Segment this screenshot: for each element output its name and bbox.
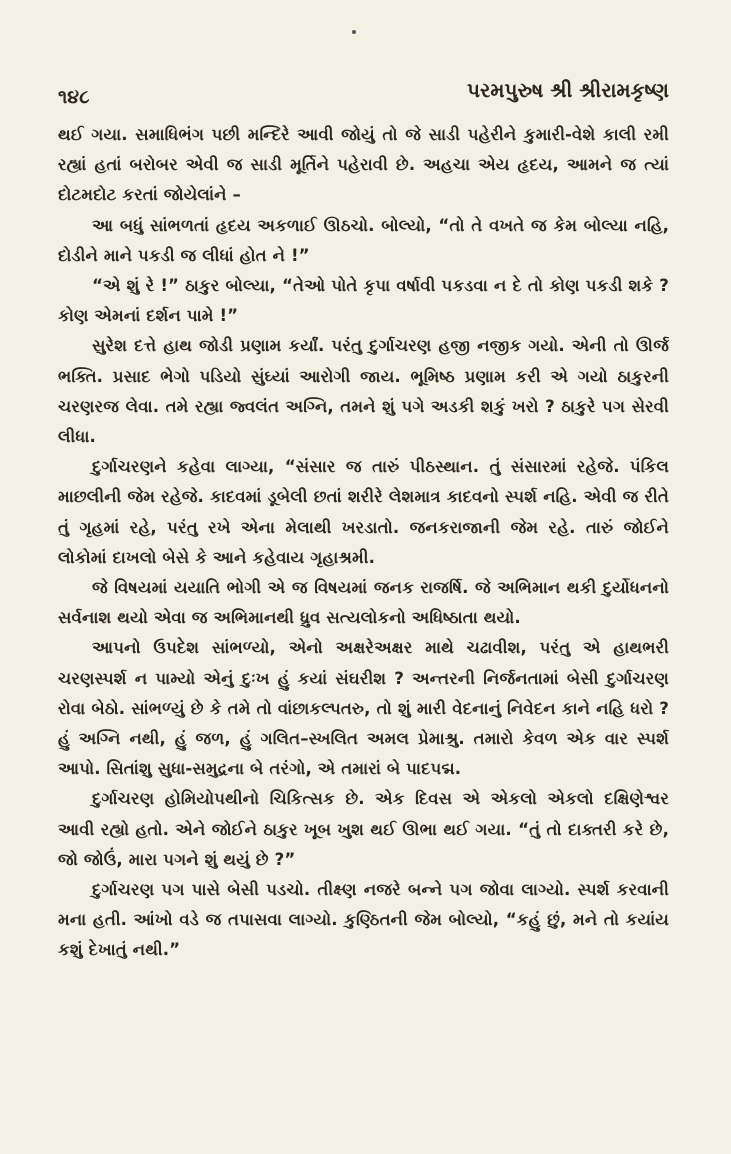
ink-dot <box>352 30 356 34</box>
body-text <box>58 120 669 966</box>
paragraph: “એ શું રે !” ઠાકુર બોલ્યા, “તેઓ પોતે કૃપા વર્ષાવી પકડવા ન દે તો કોણ પકડી શકે ? કોણ એમનાં દર્શન પામે !” <box>58 276 669 326</box>
page-header <box>58 78 669 108</box>
paragraph: આપનો ઉપદેશ સાંભળ્યો, એનો અક્ષરેઅક્ષર માથે ચઢાવીશ, પરંતુ એ હાથભરી ચરણસ્પર્શ ન પામ્યો એનું દુઃખ હું કયાં સંઘરીશ ? અન્તરની નિર્જનતામાં બેસી દુર્ગાચરણ રોવા બેઠો. સાંભળ્યું છે કે તમે તો વાંછાકલ્પતરુ, તો શું મારી વેદનાનું નિવેદન કાને નહિ ધરો ? હું અગ્નિ નથી, હું જળ, હું ગલિત–સ્ખલિત અમલ પ્રેમાશ્રુ. તમારો કેવળ એક વાર સ્પર્શ આપો. સિતાંશુ સુધા-સમુદ્રના બે તરંગો, એ તમારાં બે પાદપદ્મ. <box>58 638 669 779</box>
paragraph: સુરેશ દત્તે હાથ જોડી પ્રણામ કર્યાં. પરંતુ દુર્ગાચરણ હજી નજીક ગયો. એની તો ઊર્જ ભક્તિ. પ્રસાદ ભેગો પડિયો સુંઘ્યાં આરોગી જાય. ભૂમિષ્ઠ પ્રણામ કરી એ ગયો ઠાકુરની ચરણરજ લેવા. તમે રહ્યા જ્વલંત અગ્નિ, તમને શું પગે અડકી શકું ખરો ? ઠાકુરે પગ સેરવી લીધા. <box>58 336 669 447</box>
paragraph: દુર્ગાચરણ હોમિયોપથીનો ચિકિત્સક છે. એક દિવસ એ એકલો એકલો દક્ષિણેશ્વર આવી રહ્યો હતો. એને જોઈને ઠાકુર ખૂબ ખુશ થઈ ઊભા થઈ ગયા. “તું તો દાક્તરી કરે છે, જો જોઉં, મારા પગને શું થયું છે ?” <box>58 789 669 869</box>
paragraph: દુર્ગાચરણ પગ પાસે બેસી પડચો. તીક્ષ્ણ નજરે બન્ને પગ જોવા લાગ્યો. સ્પર્શ કરવાની મના હતી. આંખો વડે જ તપાસવા લાગ્યો. કુણ્ઠિતની જેમ બોલ્યો, “કહું છું, મને તો કયાંય કશું દેખાતું નથી.” <box>58 880 669 960</box>
paragraph: દુર્ગાચરણને કહેવા લાગ્યા, “સંસાર જ તારું પીઠસ્થાન. તું સંસારમાં રહેજે. પંકિલ માછલીની જેમ રહેજે. કાદવમાં ડૂબેલી છતાં શરીરે લેશમાત્ર કાદવનો સ્પર્શ નહિ. એવી જ રીતે તું ગૃહમાં રહે, પરંતુ રખે એના મેલાથી ખરડાતો. જનકરાજાની જેમ રહે. તારું જોઈને લોકોમાં દાખલો બેસે કે આને કહેવાય ગૃહાશ્રમી. <box>58 457 669 567</box>
page-number: ૧૪૮ <box>58 86 90 108</box>
running-title: પરમપુરુષ શ્રી શ્રીરામકૃષ્ણ <box>467 78 669 102</box>
paragraph-continuation: થઈ ગયા. સમાધિભંગ પછી મન્દિરે આવી જોયું તો જે સાડી પહેરીને કુમારી-વેશે કાલી રમી રહ્યાં હતાં બરોબર એવી જ સાડી મૂર્તિને પહેરાવી છે. અહચા એય હૃદય, આમને જ ત્યાં દોટમદોટ કરતાં જોયેલાંને – <box>58 125 669 205</box>
paragraph: આ બધું સાંભળતાં હૃદય અકળાઈ ઊઠચો. બોલ્યો, “તો તે વખતે જ કેમ બોલ્યા નહિ, દોડીને માને પકડી જ લીધાં હોત ને !” <box>58 215 669 265</box>
paragraph: જે વિષયમાં યયાતિ ભોગી એ જ વિષયમાં જનક રાજર્ષિ. જે અભિમાન થકી દુર્યોધનનો સર્વનાશ થયો એવા જ અભિમાનથી ધ્રુવ સત્યલોકનો અધિષ્ઠાતા થયો. <box>58 578 669 628</box>
